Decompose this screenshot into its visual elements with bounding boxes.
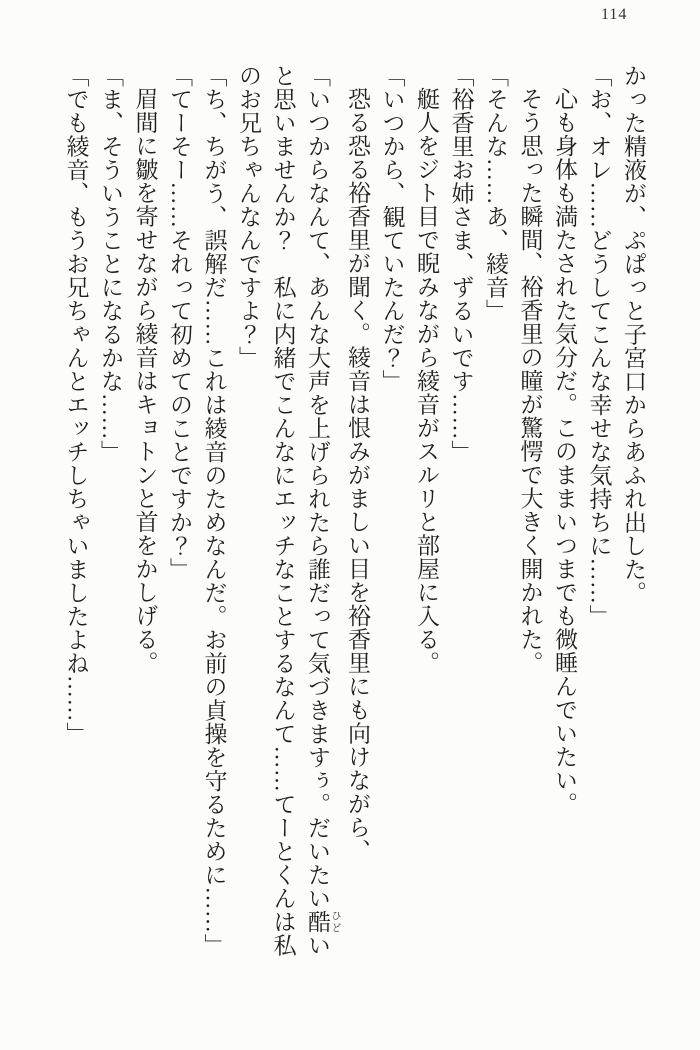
page-number: 114: [601, 6, 628, 23]
text-line: と思いませんか？ 私に内緒でこんなにエッチなことするなんて……てーとくんは私: [270, 64, 296, 957]
vertical-text-block: [58, 64, 650, 1024]
line-text: い: [305, 933, 330, 957]
ruby-text: ひど: [329, 910, 340, 934]
text-line-with-ruby: [300, 64, 340, 1024]
text-line: 「裕香里お姉さま、ずるいです……」: [448, 64, 474, 464]
ruby-base: 酷: [305, 910, 330, 934]
line-text: 「いつからなんて、あんな大声を上げられたら誰だって気づきますぅ。だいたい: [305, 64, 330, 910]
text-line: 「ち、ちがう、誤解だ……これは綾音のためなんだ。お前の貞操を守るために……」: [201, 64, 227, 957]
text-line: 「ま、そういうことになるかな……」: [98, 64, 123, 464]
text-line: かった精液が、ぷぱっと子宮口からあふれ出した。: [621, 64, 646, 605]
text-line: 艇人をジト目で睨みながら綾音がスルリと部屋に入る。: [414, 87, 439, 675]
text-line: のお兄ちゃんなんですよ？」: [236, 64, 261, 370]
text-line: 眉間に皺を寄せながら綾音はキョトンと首をかしげる。: [132, 87, 158, 675]
text-line: 「そんな……あ、綾音」: [483, 64, 508, 323]
text-line: 「でも綾音、もうお兄ちゃんとエッチしちゃいましたよね……」: [63, 64, 89, 746]
text-line: 恐る恐る裕香里が聞く。綾音は恨みがましい目を裕香里にも向けながら、: [345, 87, 370, 863]
text-line: そう思った瞬間、裕香里の瞳が驚愕で大きく開かれた。: [517, 87, 543, 675]
text-line: 「てーそー……それって初めてのことですか？」: [167, 64, 192, 581]
text-line: 「いつから、観ていたんだ？」: [379, 64, 405, 393]
text-line: 心も身体も満たされた気分だ。このままいつまでも微睡んでいたい。: [552, 87, 577, 816]
ruby-annotation: [305, 910, 340, 934]
text-line: 「お、オレ……どうしてこんな幸せな気持ちに……」: [586, 64, 612, 628]
